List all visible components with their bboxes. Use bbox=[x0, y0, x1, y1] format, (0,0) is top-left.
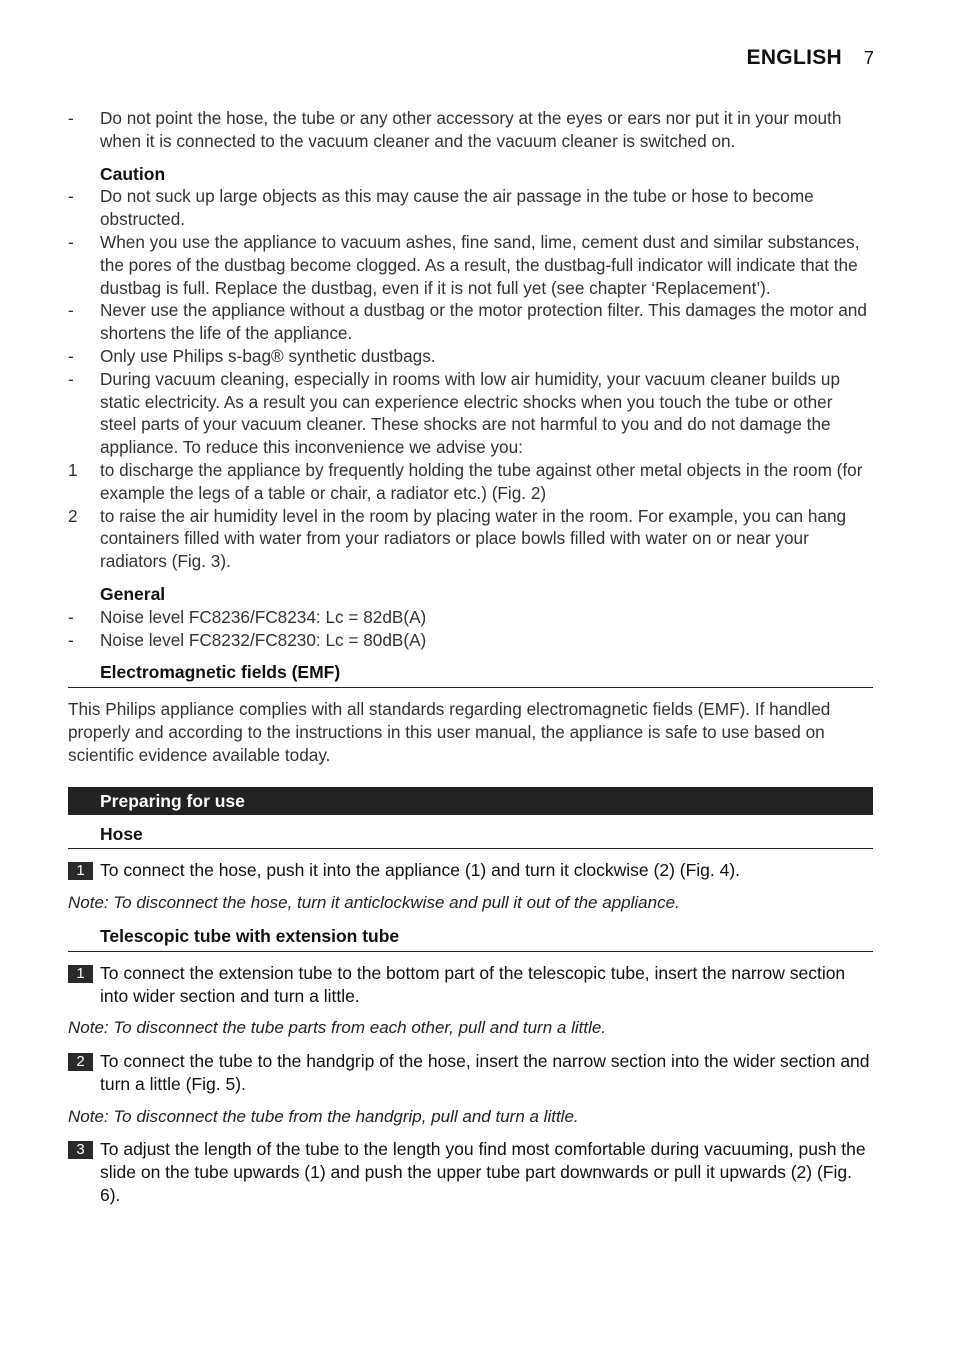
list-marker: - bbox=[68, 368, 74, 389]
step-item bbox=[68, 859, 873, 882]
step-number-badge: 3 bbox=[68, 1141, 93, 1159]
section-title-bar: Preparing for use bbox=[68, 787, 873, 815]
list-item-text: Noise level FC8232/FC8230: Lc = 80dB(A) bbox=[100, 629, 427, 650]
list-item-text: Do not suck up large objects as this may cause the air passage in the tube or hose to become obstructed. bbox=[100, 186, 814, 230]
list-marker: - bbox=[68, 629, 74, 650]
tube-heading: Telescopic tube with extension tube bbox=[68, 925, 873, 952]
list-item bbox=[68, 629, 873, 652]
language-label: ENGLISH bbox=[746, 46, 842, 69]
note-text: Note: To disconnect the tube from the handgrip, pull and turn a little. bbox=[68, 1106, 579, 1126]
list-marker: - bbox=[68, 231, 74, 252]
list-marker: - bbox=[68, 300, 74, 321]
list-item-text: to discharge the appliance by frequently holding the tube against other metal objects in the room (for example the legs of a table or chair, a radiator etc.) (Fig. 2) bbox=[100, 459, 863, 503]
list-marker: - bbox=[68, 606, 74, 627]
numbered-item bbox=[68, 459, 873, 505]
list-marker: - bbox=[68, 186, 74, 207]
list-number: 1 bbox=[68, 459, 78, 480]
list-marker: - bbox=[68, 108, 74, 128]
list-item-text: Never use the appliance without a dustbag or the motor protection filter. This damages the motor and shortens the life of the appliance. bbox=[100, 300, 867, 344]
list-marker: - bbox=[68, 345, 74, 366]
step-item bbox=[68, 1138, 873, 1206]
step-item bbox=[68, 962, 873, 1008]
general-heading: General bbox=[100, 583, 166, 604]
list-item bbox=[68, 231, 873, 299]
emf-paragraph: This Philips appliance complies with all standards regarding electromagnetic fields (EMF). If handled properly and according to the instructions in this user manual, the appliance is safe to use based on scientific evidence available today. bbox=[68, 699, 831, 765]
list-item-text: When you use the appliance to vacuum ashes, fine sand, lime, cement dust and similar substances, the pores of the dustbag become clogged. As a result, the dustbag-full indicator will indicate that the dustbag is full. Replace the dustbag, even if it is not full yet (see chapter ‘Replacement’). bbox=[100, 231, 860, 298]
list-item-text: Only use Philips s-bag® synthetic dustbags. bbox=[100, 345, 436, 366]
list-item bbox=[68, 107, 873, 153]
list-item-text: During vacuum cleaning, especially in rooms with low air humidity, your vacuum cleaner builds up static electricity. As a result you can experience electric shocks when you touch the tube or other steel parts of your vacuum cleaner. These shocks are not harmful to you and do not damage the appliance. To reduce this inconvenience we advise you: bbox=[100, 368, 841, 458]
list-item bbox=[68, 345, 873, 368]
list-item-text: Do not point the hose, the tube or any other accessory at the eyes or ears nor put it in your mouth when it is connected to the vacuum cleaner and the vacuum cleaner is switched on. bbox=[100, 108, 842, 151]
page-number: 7 bbox=[863, 48, 874, 68]
step-number-badge: 1 bbox=[68, 862, 93, 880]
step-text: To connect the tube to the handgrip of the hose, insert the narrow section into the wider section and turn a little (Fig. 5). bbox=[100, 1051, 870, 1094]
list-item bbox=[68, 185, 873, 231]
step-text: To connect the extension tube to the bottom part of the telescopic tube, insert the narrow section into wider section and turn a little. bbox=[100, 962, 846, 1006]
numbered-item bbox=[68, 505, 873, 573]
step-text: To adjust the length of the tube to the length you find most comfortable during vacuuming, push the slide on the tube upwards (1) and push the upper tube part downwards or pull it upwards (2) (Fig. 6). bbox=[100, 1139, 866, 1206]
step-number-badge: 2 bbox=[68, 1053, 93, 1071]
list-item-text: Noise level FC8236/FC8234: Lc = 82dB(A) bbox=[100, 606, 427, 627]
caution-heading: Caution bbox=[100, 163, 166, 184]
hose-heading: Hose bbox=[68, 823, 873, 850]
list-item bbox=[68, 299, 873, 345]
page-header bbox=[747, 46, 874, 70]
list-item bbox=[68, 606, 873, 629]
list-item-text: to raise the air humidity level in the room by placing water in the room. For example, you can hang containers filled with water from your radiators or place bowls filled with water on or near your radiators (Fig. 3). bbox=[100, 505, 847, 572]
step-item bbox=[68, 1050, 873, 1096]
step-text: To connect the hose, push it into the appliance (1) and turn it clockwise (2) (Fig. 4). bbox=[100, 860, 741, 881]
list-item bbox=[68, 368, 873, 459]
list-number: 2 bbox=[68, 505, 78, 526]
page-content bbox=[68, 107, 873, 1207]
step-number-badge: 1 bbox=[68, 965, 93, 983]
note-text: Note: To disconnect the hose, turn it anticlockwise and pull it out of the appliance. bbox=[68, 893, 680, 913]
emf-heading: Electromagnetic fields (EMF) bbox=[68, 661, 873, 688]
note-text: Note: To disconnect the tube parts from each other, pull and turn a little. bbox=[68, 1018, 607, 1038]
